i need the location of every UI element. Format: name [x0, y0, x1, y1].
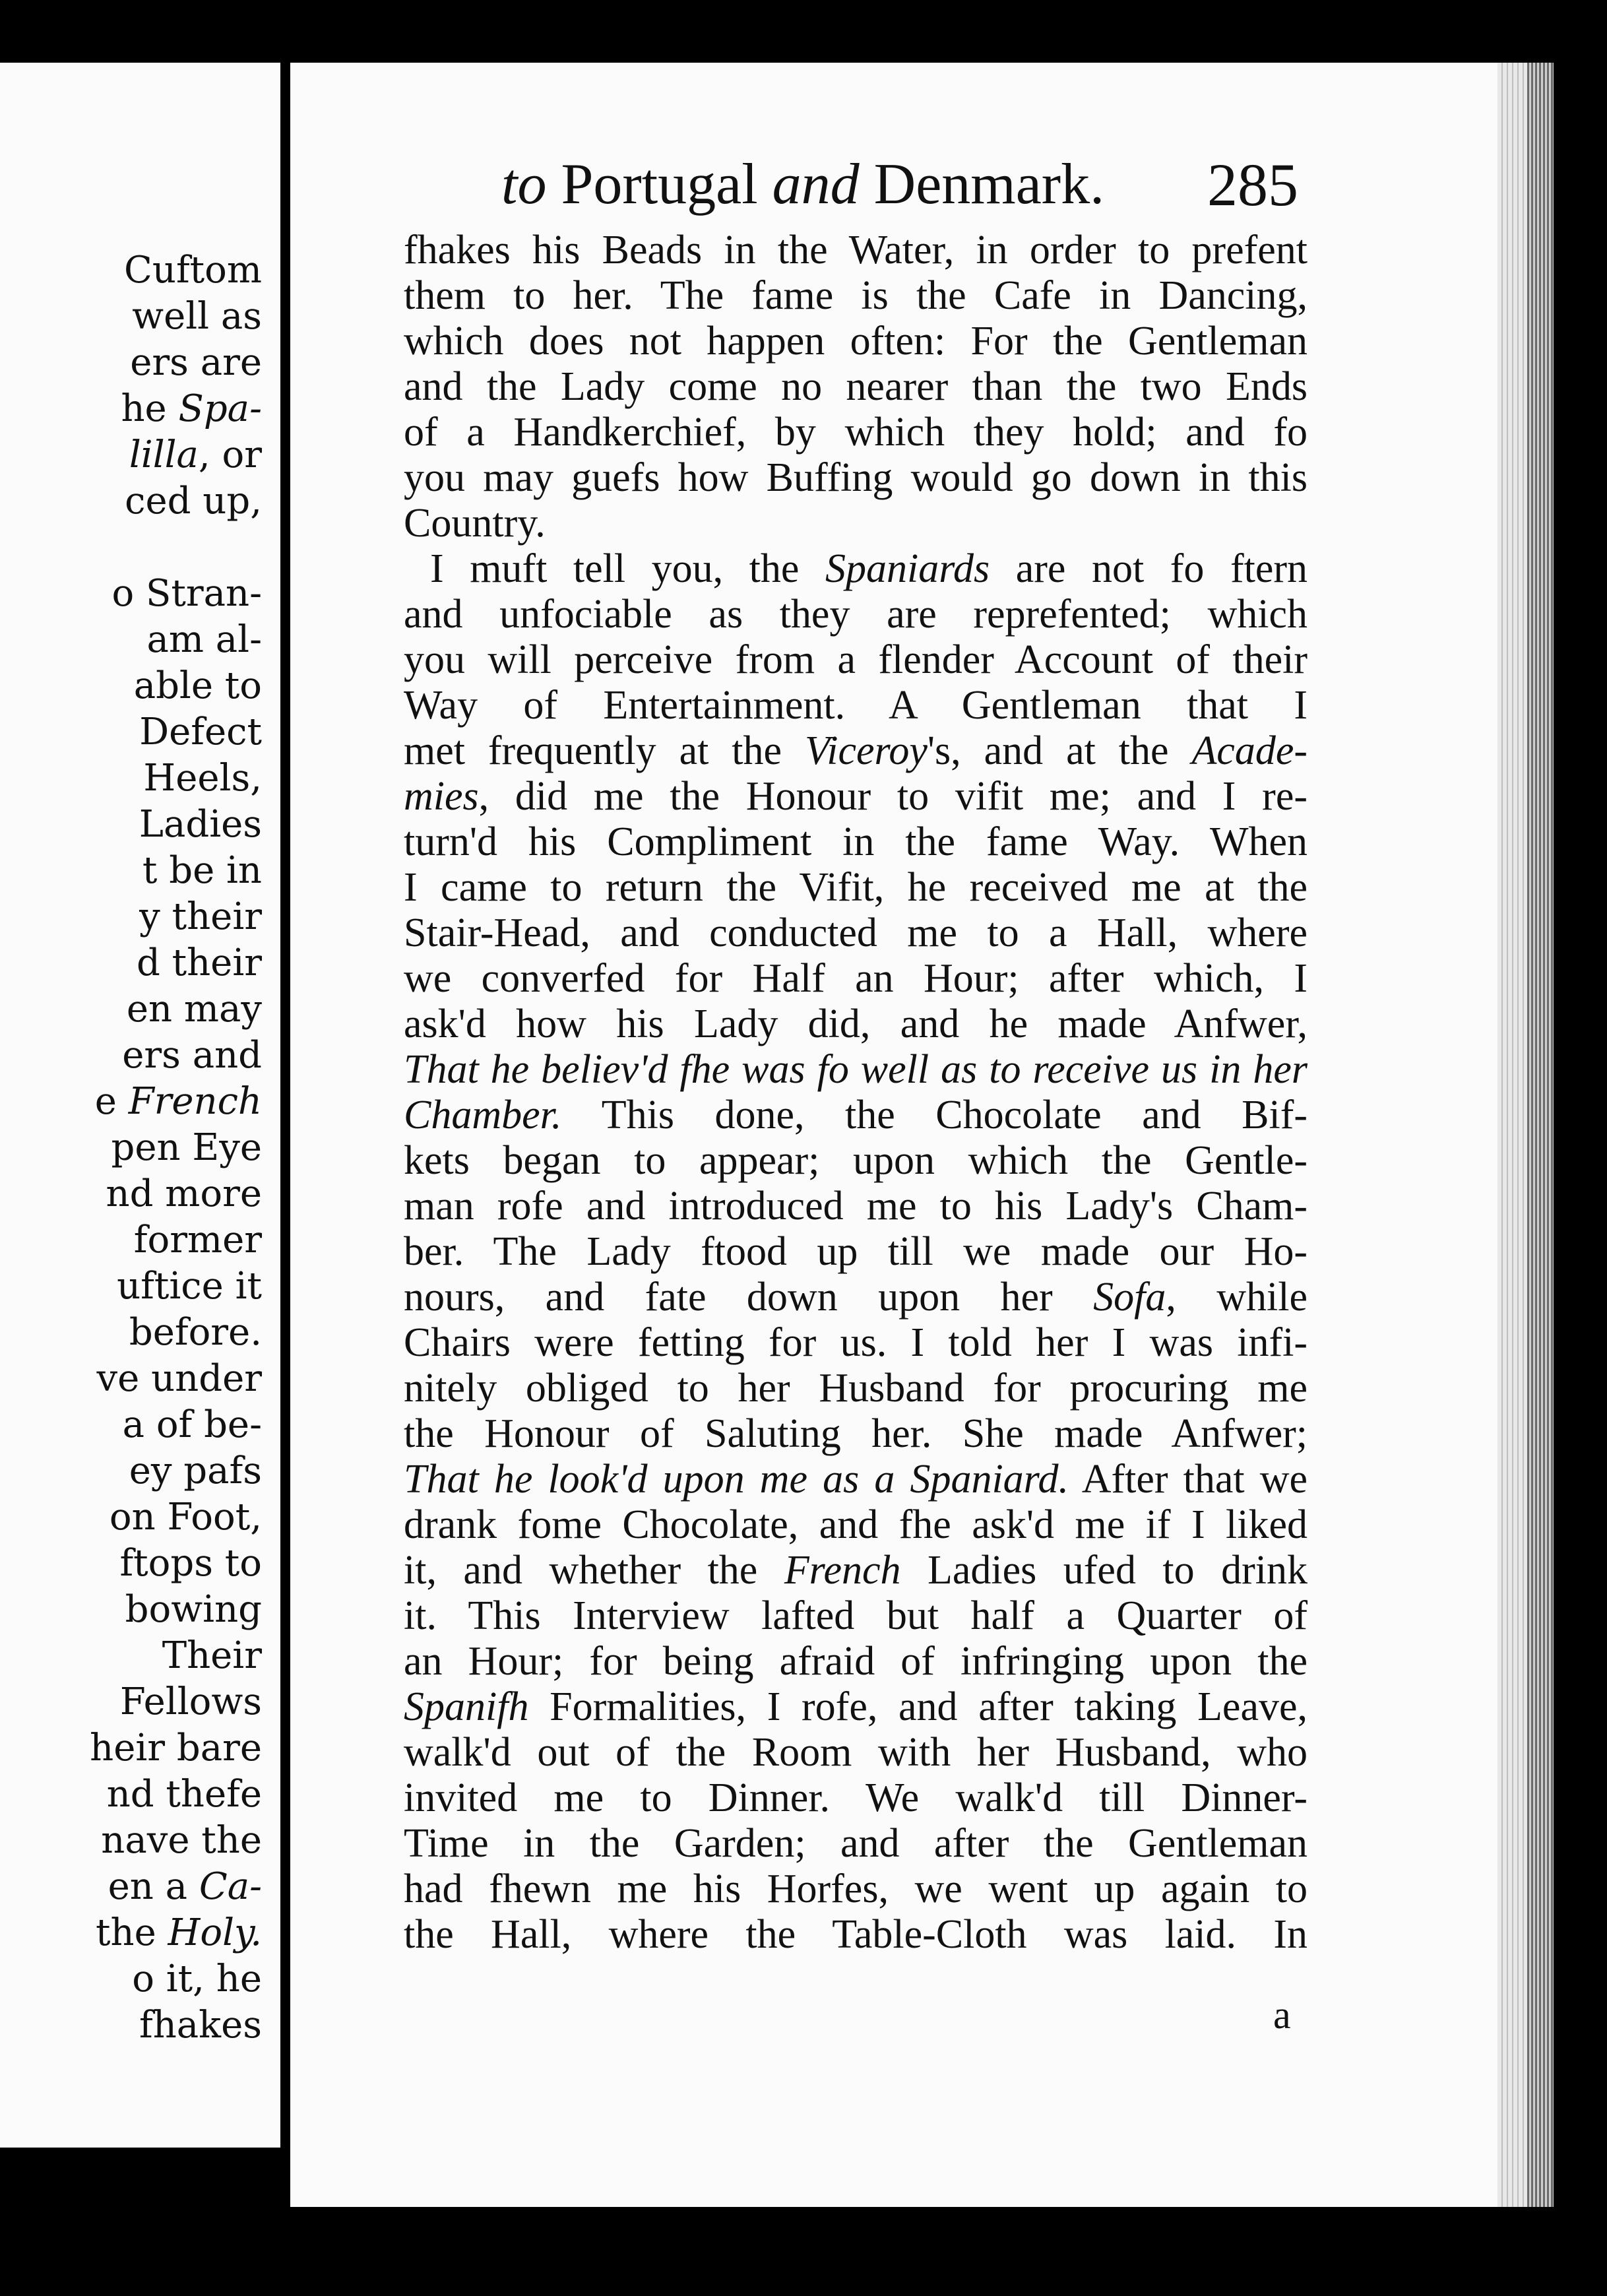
- text-line: nours, and fate down upon her Sofa, while: [404, 1275, 1308, 1320]
- left-page-line: y their: [139, 895, 262, 938]
- running-head-denmark: Denmark.: [873, 152, 1105, 216]
- text-line: invited me to Dinner. We walk'd till Dinner-: [404, 1775, 1308, 1820]
- text-line: ber. The Lady ftood up till we made our Ho-: [404, 1229, 1308, 1274]
- text-line: it. This Interview lafted but half a Quarter of: [404, 1593, 1308, 1638]
- left-page-line: nd more: [106, 1172, 262, 1215]
- left-page-line: e French: [94, 1080, 262, 1123]
- left-page-line: Ladies: [139, 803, 262, 846]
- left-page-line: well as: [132, 295, 262, 338]
- text-line: That he look'd upon me as a Spaniard. After that we: [404, 1457, 1308, 1502]
- text-line: of a Handkerchief, by which they hold; and fo: [404, 410, 1308, 455]
- left-page-line: lilla, or: [129, 433, 262, 476]
- left-page-line: o it, he: [132, 1958, 262, 2000]
- text-line: met frequently at the Viceroy's, and at the Acade-: [404, 728, 1308, 773]
- text-line: Chairs were fetting for us. I told her I was infi-: [404, 1320, 1308, 1365]
- left-page-line: on Foot,: [109, 1496, 262, 1539]
- left-page-line: Cuftom: [124, 249, 262, 292]
- running-head-and: and: [772, 152, 860, 216]
- text-line: we converfed for Half an Hour; after which, I: [404, 956, 1308, 1001]
- text-line: Chamber. This done, the Chocolate and Bif-: [404, 1093, 1308, 1137]
- text-line: it, and whether the French Ladies ufed to drink: [404, 1548, 1308, 1593]
- left-page-line: ers are: [130, 341, 262, 384]
- text-line: had fhewn me his Horfes, we went up again to: [404, 1866, 1308, 1911]
- text-line: you may guefs how Buffing would go down in this: [404, 455, 1308, 500]
- left-page-line: en a Ca-: [108, 1865, 262, 1908]
- body-text: [404, 228, 1308, 1958]
- left-page-line: fhakes: [139, 2004, 262, 2047]
- text-line: ask'd how his Lady did, and he made Anfwer,: [404, 1002, 1308, 1046]
- left-page-line: heir bare: [90, 1727, 262, 1770]
- left-page-line: pen Eye: [111, 1126, 262, 1169]
- running-head-to: to: [501, 152, 547, 216]
- text-line: turn'd his Compliment in the fame Way. When: [404, 819, 1308, 864]
- left-page-line: able to: [133, 664, 262, 707]
- text-line: and unfociable as they are reprefented; which: [404, 592, 1308, 637]
- left-page-line: ers and: [122, 1034, 262, 1077]
- left-page-line: nd thefe: [106, 1773, 262, 1816]
- text-line: and the Lady come no nearer than the two Ends: [404, 364, 1308, 409]
- catchword: a: [1273, 1993, 1291, 2037]
- left-page-line: t be in: [142, 849, 262, 892]
- left-page-line: a of be-: [122, 1403, 262, 1446]
- text-line: which does not happen often: For the Gentleman: [404, 319, 1308, 364]
- left-page-line: ey pafs: [129, 1450, 262, 1492]
- text-line: Time in the Garden; and after the Gentleman: [404, 1821, 1308, 1866]
- left-page-line: bowing: [125, 1588, 262, 1631]
- text-line: Way of Entertainment. A Gentleman that I: [404, 683, 1308, 728]
- left-page-line: he Spa-: [121, 387, 262, 430]
- text-line: That he believ'd fhe was fo well as to receive us in her: [404, 1047, 1308, 1092]
- text-line: the Honour of Saluting her. She made Anfwer;: [404, 1411, 1308, 1456]
- left-page-line: nave the: [101, 1819, 262, 1862]
- left-page-line: ced up,: [125, 480, 262, 523]
- text-line: fhakes his Beads in the Water, in order to prefent: [404, 228, 1308, 272]
- left-page-line: d their: [136, 941, 262, 984]
- running-head: [501, 152, 1104, 218]
- left-page-line: Their: [162, 1634, 262, 1677]
- text-line: Stair-Head, and conducted me to a Hall, where: [404, 910, 1308, 955]
- left-page-line: Heels,: [143, 757, 262, 800]
- text-line: an Hour; for being afraid of infringing upon the: [404, 1639, 1308, 1684]
- text-line: Country.: [404, 501, 546, 546]
- left-page-line: Fellows: [119, 1680, 262, 1723]
- left-page-line: the Holy.: [96, 1911, 262, 1954]
- left-page-line: am al-: [146, 618, 262, 661]
- left-page-line: before.: [129, 1311, 262, 1354]
- left-page-line: ftops to: [119, 1542, 262, 1585]
- left-page-line: en may: [126, 988, 262, 1031]
- page-edge-shadow: [1527, 63, 1554, 2207]
- text-line: mies, did me the Honour to vifit me; and I re-: [404, 774, 1308, 819]
- page-number: 285: [1207, 151, 1298, 218]
- text-line: you will perceive from a flender Account of their: [404, 637, 1308, 682]
- left-page-line: o Stran-: [111, 572, 262, 615]
- text-line: Spanifh Formalities, I rofe, and after taking Leave,: [404, 1684, 1308, 1729]
- text-line: nitely obliged to her Husband for procuring me: [404, 1366, 1308, 1411]
- left-page-line: Defect: [139, 711, 262, 753]
- left-page-line: uftice it: [117, 1265, 262, 1308]
- gutter: [282, 63, 290, 2148]
- text-line: drank fome Chocolate, and fhe ask'd me if I liked: [404, 1502, 1308, 1547]
- text-line: man rofe and introduced me to his Lady's Cham-: [404, 1184, 1308, 1228]
- left-page-line: former: [133, 1219, 262, 1261]
- text-line: walk'd out of the Room with her Husband, who: [404, 1730, 1308, 1775]
- running-head-portugal: Portugal: [561, 152, 758, 216]
- left-page-line: ve under: [96, 1357, 262, 1400]
- text-line: kets began to appear; upon which the Gentle-: [404, 1138, 1308, 1183]
- text-line: them to her. The fame is the Cafe in Dancing,: [404, 273, 1308, 318]
- text-line: the Hall, where the Table-Cloth was laid. In: [404, 1912, 1308, 1957]
- text-line: I came to return the Vifit, he received me at the: [404, 865, 1308, 910]
- left-page: [0, 63, 280, 2148]
- text-line: I muft tell you, the Spaniards are not fo ftern: [430, 546, 1308, 591]
